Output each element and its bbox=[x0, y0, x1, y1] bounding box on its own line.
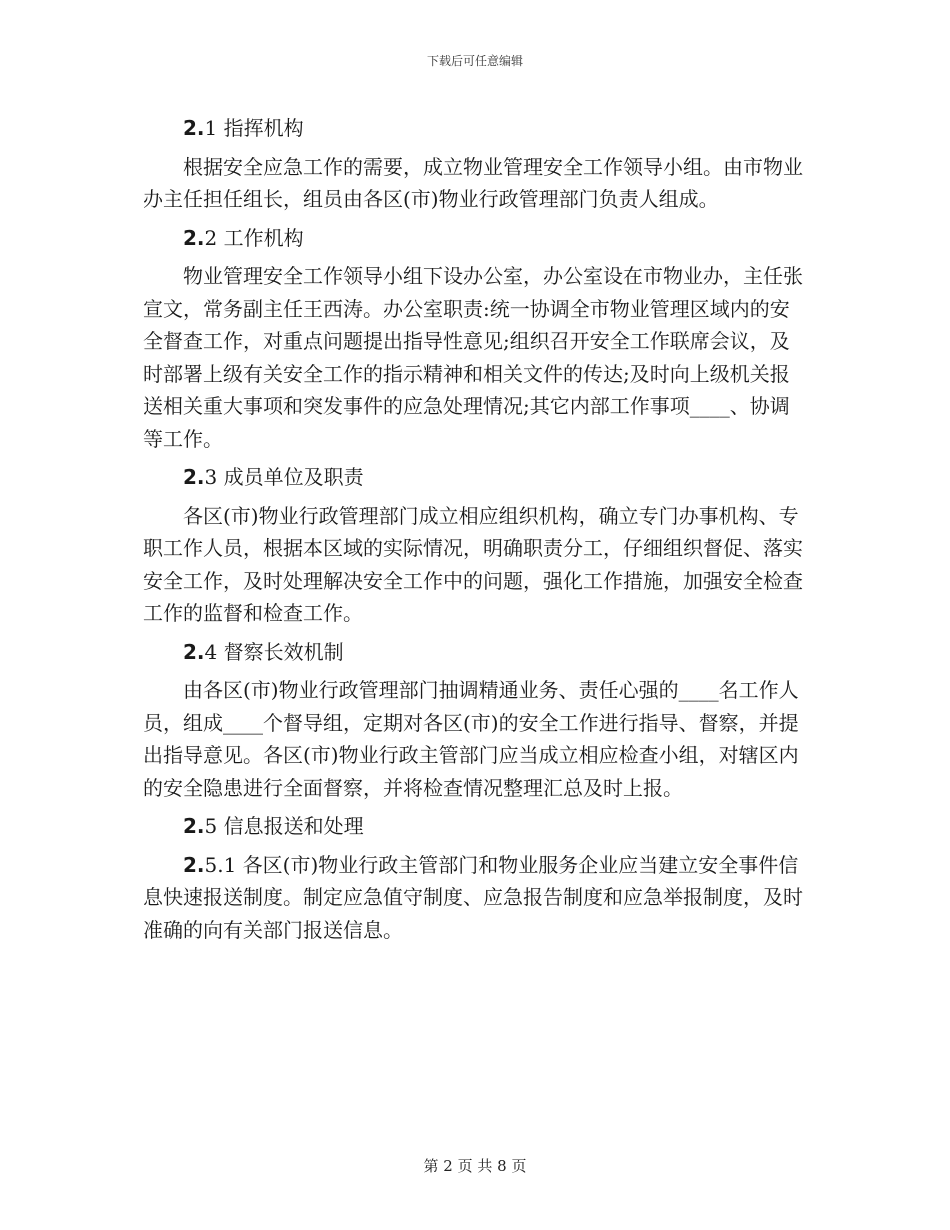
section-2-5-heading bbox=[143, 810, 803, 843]
section-title: 4 督察长效机制 bbox=[204, 639, 344, 664]
section-title: 5 信息报送和处理 bbox=[204, 814, 364, 838]
section-2-4-paragraph: 由各区(市)物业行政管理部门抽调精通业务、责任心强的____名工作人员，组成____个督导组，定期对各区(市)的安全工作进行指导、督察，并提出指导意见。各区(市)物业行政主管部门应当成立相应检查小组，对辖区内的安全隐患进行全面督察，并将检查情况整理汇总及时上报。 bbox=[143, 678, 799, 800]
section-2-2-heading bbox=[143, 222, 803, 255]
section-2-3-heading bbox=[143, 461, 803, 494]
section-2-4-heading bbox=[143, 636, 803, 669]
section-title: 1 指挥机构 bbox=[204, 116, 304, 140]
section-number: 2. bbox=[183, 465, 205, 489]
section-number: 2. bbox=[183, 852, 205, 877]
section-number: 2. bbox=[183, 225, 205, 250]
section-2-5-1-paragraph bbox=[143, 849, 803, 947]
section-number: 2. bbox=[183, 814, 205, 838]
section-title: 2 工作机构 bbox=[204, 225, 304, 250]
page-number-footer: 第 2 页 共 8 页 bbox=[423, 1157, 527, 1175]
section-2-1-paragraph: 根据安全应急工作的需要，成立物业管理安全工作领导小组。由市物业办主任担任组长，组员由各区(市)物业行政管理部门负责人组成。 bbox=[143, 154, 803, 211]
section-2-2-paragraph: 物业管理安全工作领导小组下设办公室，办公室设在市物业办，主任张宣文，常务副主任王西涛。办公室职责:统一协调全市物业管理区域内的安全督查工作，对重点问题提出指导性意见;组织召开安全工作联席会议，及时部署上级有关安全工作的指示精神和相关文件的传达;及时向上级机关报送相关重大事项和突发事件的应急处理情况;其它内部工作事项____、协调等工作。 bbox=[143, 264, 803, 451]
page-header-note: 下载后可任意编辑 bbox=[426, 54, 523, 68]
paragraph-text: 5.1 各区(市)物业行政主管部门和物业服务企业应当建立安全事件信息快速报送制度。制定应急值守制度、应急报告制度和应急举报制度，及时准确的向有关部门报送信息。 bbox=[143, 852, 803, 942]
section-2-1-heading bbox=[143, 112, 803, 145]
section-2-3-paragraph: 各区(市)物业行政管理部门成立相应组织机构，确立专门办事机构、专职工作人员，根据本区域的实际情况，明确职责分工，仔细组织督促、落实安全工作，及时处理解决安全工作中的问题，强化工作措施，加强安全检查工作的监督和检查工作。 bbox=[143, 503, 803, 625]
document-body bbox=[143, 112, 803, 946]
section-number: 2. bbox=[183, 116, 205, 140]
section-title: 3 成员单位及职责 bbox=[204, 465, 364, 489]
section-number: 2. bbox=[183, 639, 205, 664]
